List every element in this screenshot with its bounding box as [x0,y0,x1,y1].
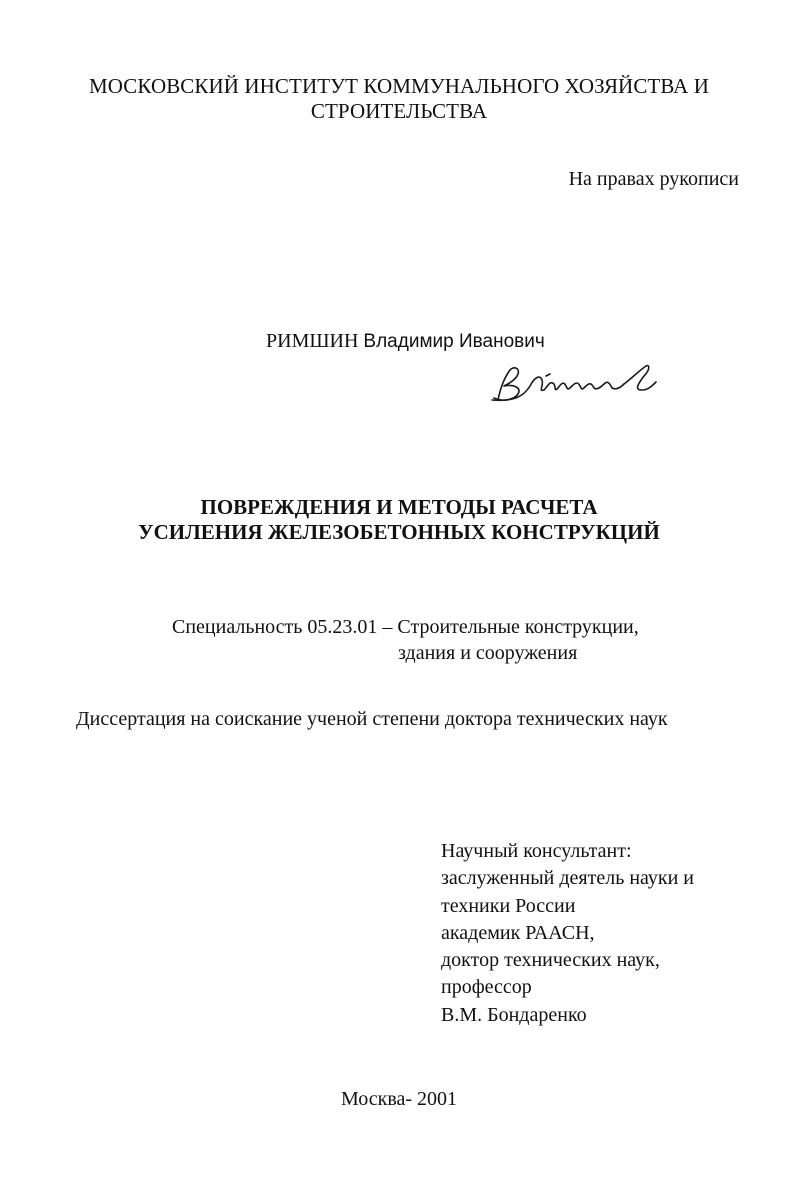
author-name [266,330,545,353]
consultant-line: академик РААСН, [441,921,595,944]
author-surname: РИМШИН [266,330,359,352]
scientific-consultant [441,838,694,1029]
handwritten-signature [484,356,664,414]
title-line-1: ПОВРЕЖДЕНИЯ И МЕТОДЫ РАСЧЕТА [200,495,598,519]
title-line-2: УСИЛЕНИЯ ЖЕЛЕЗОБЕТОННЫХ КОНСТРУКЦИЙ [138,520,660,544]
specialty-line-2: здания и сооружения [398,642,578,664]
degree-statement: Диссертация на соискание ученой степени доктора технических наук [76,708,668,730]
consultant-line: заслуженный деятель науки и [441,867,695,890]
author-given-names: Владимир Иванович [363,331,545,352]
consultant-line: техники России [441,894,576,917]
rights-note: На правах рукописи [568,168,739,190]
consultant-line: доктор технических наук, [441,949,660,972]
specialty-line-1: Специальность 05.23.01 – Строительные конструкции, [172,616,639,638]
institute-line-1: МОСКОВСКИЙ ИНСТИТУТ КОММУНАЛЬНОГО ХОЗЯЙСТВА И [88,74,710,98]
dissertation-title [0,495,798,545]
institute-line-2: СТРОИТЕЛЬСТВА [310,99,488,123]
consultant-line: В.М. Бондаренко [441,1003,587,1026]
institute-name [0,74,798,124]
consultant-line: профессор [441,976,532,999]
place-and-year: Москва- 2001 [340,1088,458,1110]
consultant-line: Научный консультант: [441,840,632,862]
